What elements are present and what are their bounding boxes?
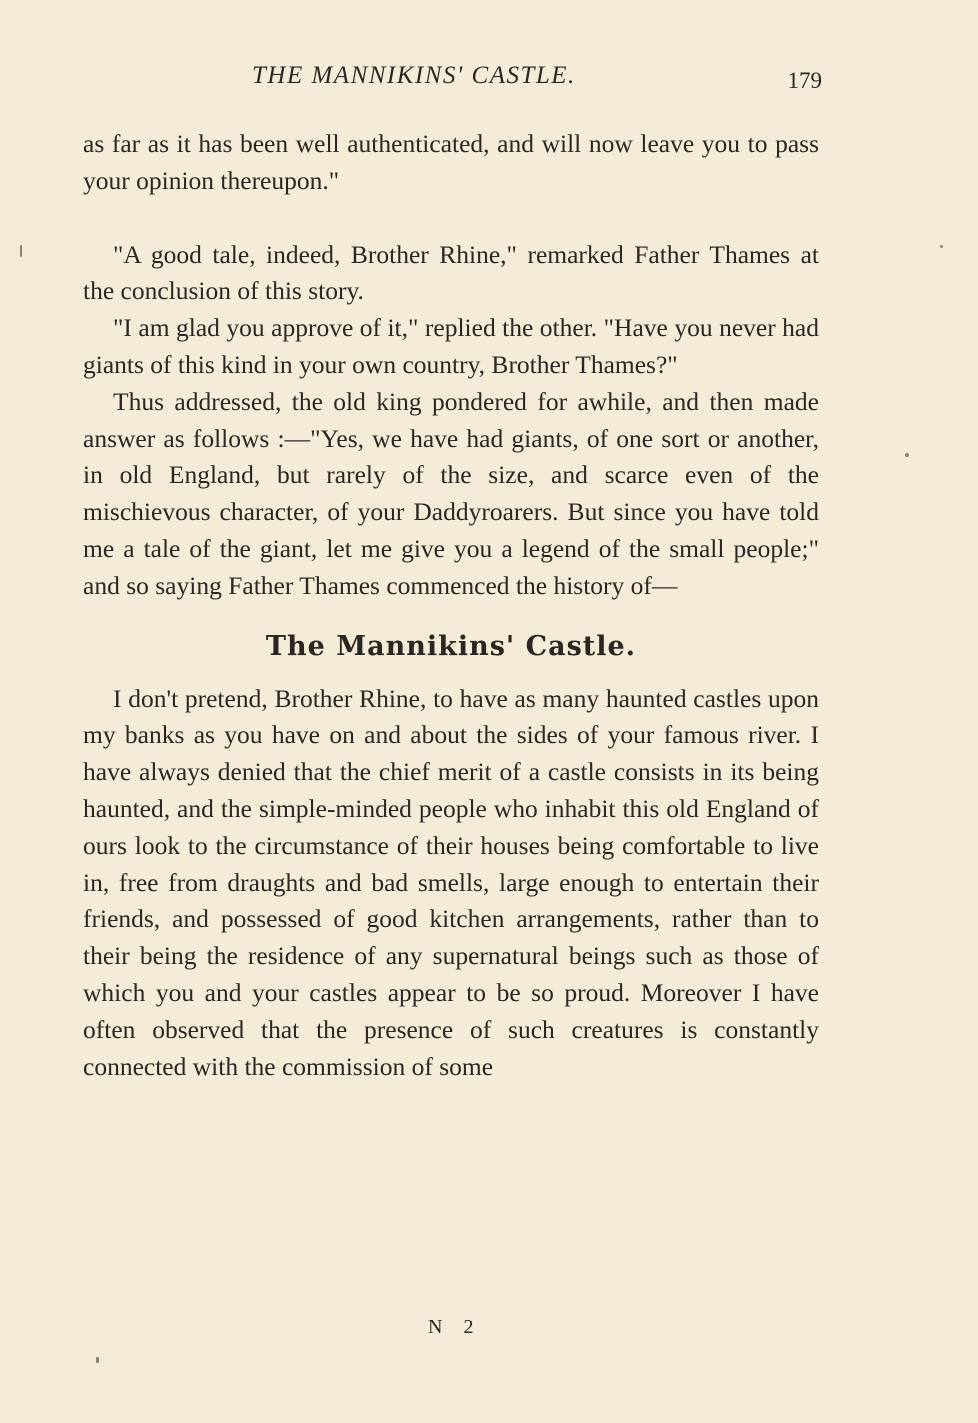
page-number: 179: [787, 68, 822, 93]
paragraph: "A good tale, indeed, Brother Rhine," remarked Father Thames at the conclusion of this story.: [83, 239, 819, 306]
paragraph: I don't pretend, Brother Rhine, to have as many haunted castles upon my banks as you have on and about the sides of your famous river. I have always denied that the chief merit of a castle consists in its being haunted, and the simple-minded people who inhabit this old England of ours look to the circumstance of their houses being comfortable to live in, free from draughts and bad smells, large enough to entertain their friends, and possessed of good kitchen arrangements, rather than to their being the residence of any supernatural beings such as those of which you and your castles appear to be so proud. Moreover I have often observed that the presence of such creatures is constantly connected with the commission of some: [83, 683, 819, 1081]
paper-speck: [20, 245, 22, 257]
paragraph: "I am glad you approve of it," replied the other. "Have you never had giants of this kind in your own country, Brother Thames?": [83, 313, 819, 379]
section-title: The Mannikins' Castle.: [265, 630, 637, 662]
paper-speck: [96, 1357, 99, 1363]
body-text: [83, 126, 819, 1085]
printer-signature: N 2: [428, 1316, 482, 1338]
paper-speck: [940, 245, 943, 248]
running-title: THE MANNIKINS' CASTLE.: [252, 62, 576, 89]
paragraph: as far as it has been well authenticated, and will now leave you to pass your opinion thereupon.": [83, 129, 819, 195]
paragraph: Thus addressed, the old king pondered for awhile, and then made answer as follows :—"Yes, we have had giants, of one sort or another, in old England, but rarely of the size, and scarce even of the mischievous character, of your Daddyroarers. But since you have told me a tale of the giant, let me give you a legend of the small people;" and so saying Father Thames commenced the history of—: [83, 386, 819, 600]
page-header: [82, 62, 822, 102]
paper-speck: [905, 453, 909, 457]
